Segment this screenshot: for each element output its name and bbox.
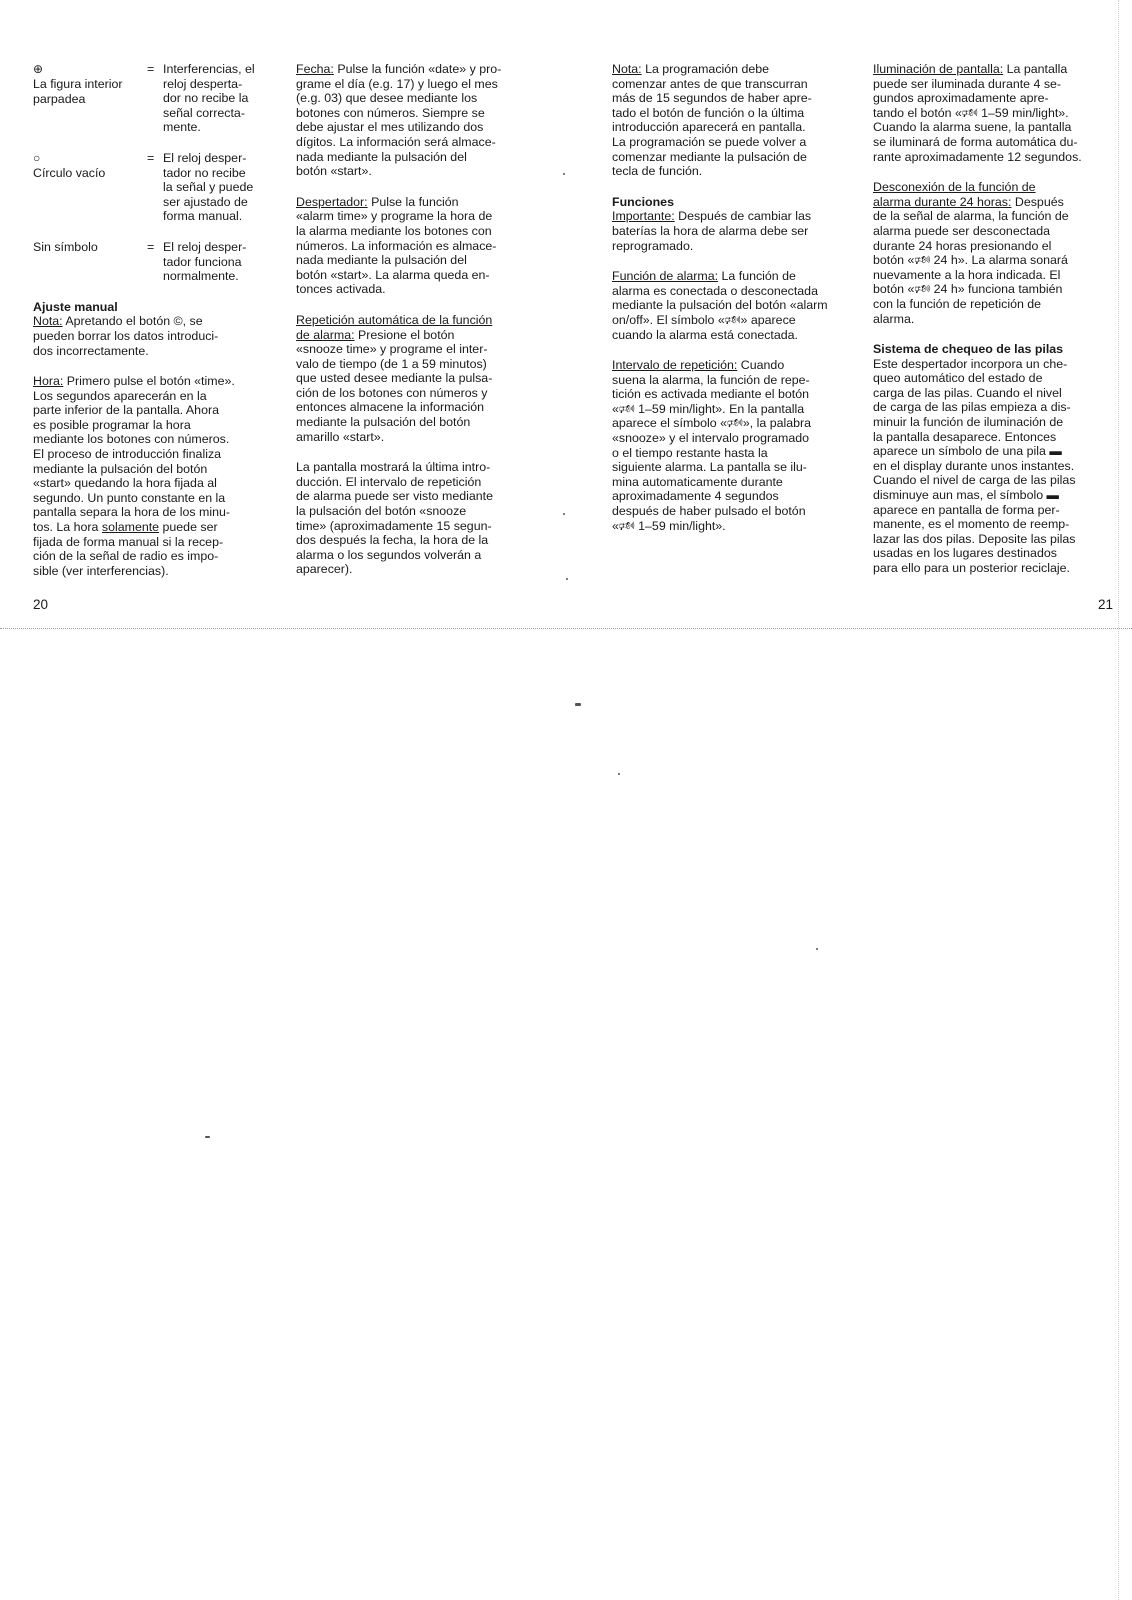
scan-speck <box>566 578 568 580</box>
note-text: Apretando el botón ©, se pueden borrar los datos introduci- dos incorrectamente. <box>33 314 219 358</box>
scan-speck <box>563 173 565 175</box>
page-number-left: 20 <box>33 597 49 612</box>
important-label: Importante: <box>612 209 675 224</box>
symbol-definition: ○ Círculo vacío = El reloj desper- tador no recibe la señal y puede ser ajustado de forma manual. <box>33 150 254 224</box>
backlight-label: Iluminación de pantalla: <box>873 62 1004 76</box>
column-3 <box>612 62 860 549</box>
symbol-term: Sin símbolo <box>33 239 98 254</box>
symbol-description: Interferencias, el reloj desperta- dor no recibe la señal correcta- mente. <box>163 62 255 135</box>
battery-check-section: Sistema de chequeo de las pilas Este despertador incorpora un che- queo automático del estado de carga de las pilas. Cuando el nivel de carga de las pilas empieza a dis- minuir la función de iluminación de la pantalla desaparece. Entonces aparece un símbolo de una pila ▬ en el display durante unos instantes. Cuando el nivel de carga de las pilas disminuye aun mas, el símbolo ▬ aparece en pantalla de forma per- manente, es el momento de reemp- lazar las dos pilas. Deposite las pilas usadas en los lugares destinados para ello para un posterior reciclaje. <box>873 342 1076 575</box>
scan-edge-line <box>1118 0 1119 1600</box>
symbol-description: El reloj desper- tador funciona normalmente. <box>163 239 247 284</box>
symbol-definition: ⊕ La figura interior parpadea = Interferencias, el reloj desperta- dor no recibe la señal correcta- mente. <box>33 62 255 135</box>
note-label: Nota: <box>612 62 642 76</box>
date-paragraph: Fecha: Pulse la función «date» y pro- grame el día (e.g. 17) y luego el mes (e.g. 03) que desee mediante los botones con números. Siempre se debe ajustar el mes utilizando dos dígitos. La información será almace- nada mediante la pulsación del botón «start». <box>296 62 502 179</box>
hour-paragraph: Hora: Primero pulse el botón «time». Los segundos aparecerán en la parte inferior de la pantalla. Ahora es posible programar la hora mediante los botones con números. El proceso de introducción finaliza mediante la pulsación del botón «start» quedando la hora fijada al segundo. Un punto constante en la pantalla separa la hora de los minu- tos. La hora solamente puede ser fijada de forma manual si la recep- ción de la señal de radio es impo- sible (ver interferencias). <box>33 374 235 578</box>
symbol-description: El reloj desper- tador no recibe la señal y puede ser ajustado de forma manual. <box>163 150 254 224</box>
symbol-term: Círculo vacío <box>33 165 106 180</box>
alarm-clock-paragraph: Despertador: Pulse la función «alarm time» y programe la hora de la alarma mediante los botones con números. La información es almace- nada mediante la pulsación del botón «start». La alarma queda en- tonces activada. <box>296 194 497 297</box>
empty-circle-icon: ○ <box>33 150 41 165</box>
scan-speck <box>563 513 565 515</box>
alarm-clock-label: Despertador: <box>296 194 368 209</box>
hour-label: Hora: <box>33 374 64 389</box>
alarm-function-label: Función de alarma: <box>612 269 719 284</box>
scan-speck <box>816 948 818 950</box>
scan-speck <box>575 703 581 706</box>
column-2 <box>296 62 536 593</box>
scan-speck <box>205 1136 210 1138</box>
repeat-interval-paragraph: Intervalo de repetición: Cuando suena la alarma, la función de repe- tición es activada mediante el botón «🕬 1–59 min/light». En la pantalla aparece el símbolo «🕬», la palabra «snooze» y el intervalo programado o el tiempo restante hasta la siguiente alarma. La pantalla se ilu- mina automaticamente durante aproximadamente 4 segundos después de haber pulsado el botón «🕬 1–59 min/light». <box>612 358 812 533</box>
scan-speck <box>618 773 620 775</box>
backlight-paragraph: Iluminación de pantalla: La pantalla puede ser iluminada durante 4 se- gundos aproximadamente apre- tando el botón «🕬 1–59 min/light». Cuando la alarma suene, la pantalla se iluminará de forma automática du- rante aproximadamente 12 segundos. <box>873 62 1082 164</box>
note-label: Nota: <box>33 314 63 329</box>
repeat-interval-label: Intervalo de repetición: <box>612 358 738 373</box>
alarm-function-paragraph: Función de alarma: La función de alarma es conectada o desconectada mediante la pulsación del botón «alarm on/off». El símbolo «🕬» aparece cuando la alarma está conectada. <box>612 269 828 342</box>
alarm-24h-off-label: Desconexión de la función de alarma durante 24 horas: <box>873 180 1036 209</box>
alarm-24h-off-paragraph: Desconexión de la función de alarma durante 24 horas: Después de la señal de alarma, la función de alarma puede ser desconectada durante 24 horas presionando el botón «🕬 24 h». La alarma sonará nuevamente a la hora indicada. El botón «🕬 24 h» funciona también con la función de repetición de alarma. <box>873 180 1069 326</box>
manual-setting-section <box>33 300 269 358</box>
snooze-repeat-paragraph: Repetición automática de la función de alarma: Presione el botón «snooze time» y programe el inter- valo de tiempo (de 1 a 59 minutos) que usted desee mediante la pulsa- ción de los botones con números y entonces almacene la información mediante la pulsación del botón amarillo «start». <box>296 312 493 444</box>
date-label: Fecha: <box>296 62 334 76</box>
page-fold-line <box>0 628 1132 629</box>
section-heading: Ajuste manual <box>33 299 118 314</box>
section-heading: Funciones <box>612 194 674 209</box>
symbol-term: La figura interior parpadea <box>33 77 123 106</box>
column-4 <box>873 62 1109 592</box>
section-heading: Sistema de chequeo de las pilas <box>873 342 1064 357</box>
column-1 <box>33 62 269 594</box>
symbol-definition: Sin símbolo = El reloj desper- tador funciona normalmente. <box>33 239 247 284</box>
functions-section: Funciones Importante: Después de cambiar las baterías la hora de alarma debe ser reprogramado. <box>612 194 812 253</box>
display-paragraph: La pantalla mostrará la última intro- ducción. El intervalo de repetición de alarma puede ser visto mediante la pulsación del botón «snooze time» (aproximadamente 15 segun- dos después la fecha, la hora de la alarma o los segundos volverán a aparecer). <box>296 460 493 577</box>
blinking-circle-icon: ⊕ <box>33 62 44 76</box>
snooze-repeat-label: Repetición automática de la función de alarma: <box>296 312 493 342</box>
page-number-right: 21 <box>1098 597 1114 612</box>
programming-note: Nota: La programación debe comenzar antes de que transcurran más de 15 segundos de haber apre- tado el botón de función o la última introducción aparecerá en pantalla. La programación se puede volver a comenzar mediante la pulsación de tecla de función. <box>612 62 812 179</box>
